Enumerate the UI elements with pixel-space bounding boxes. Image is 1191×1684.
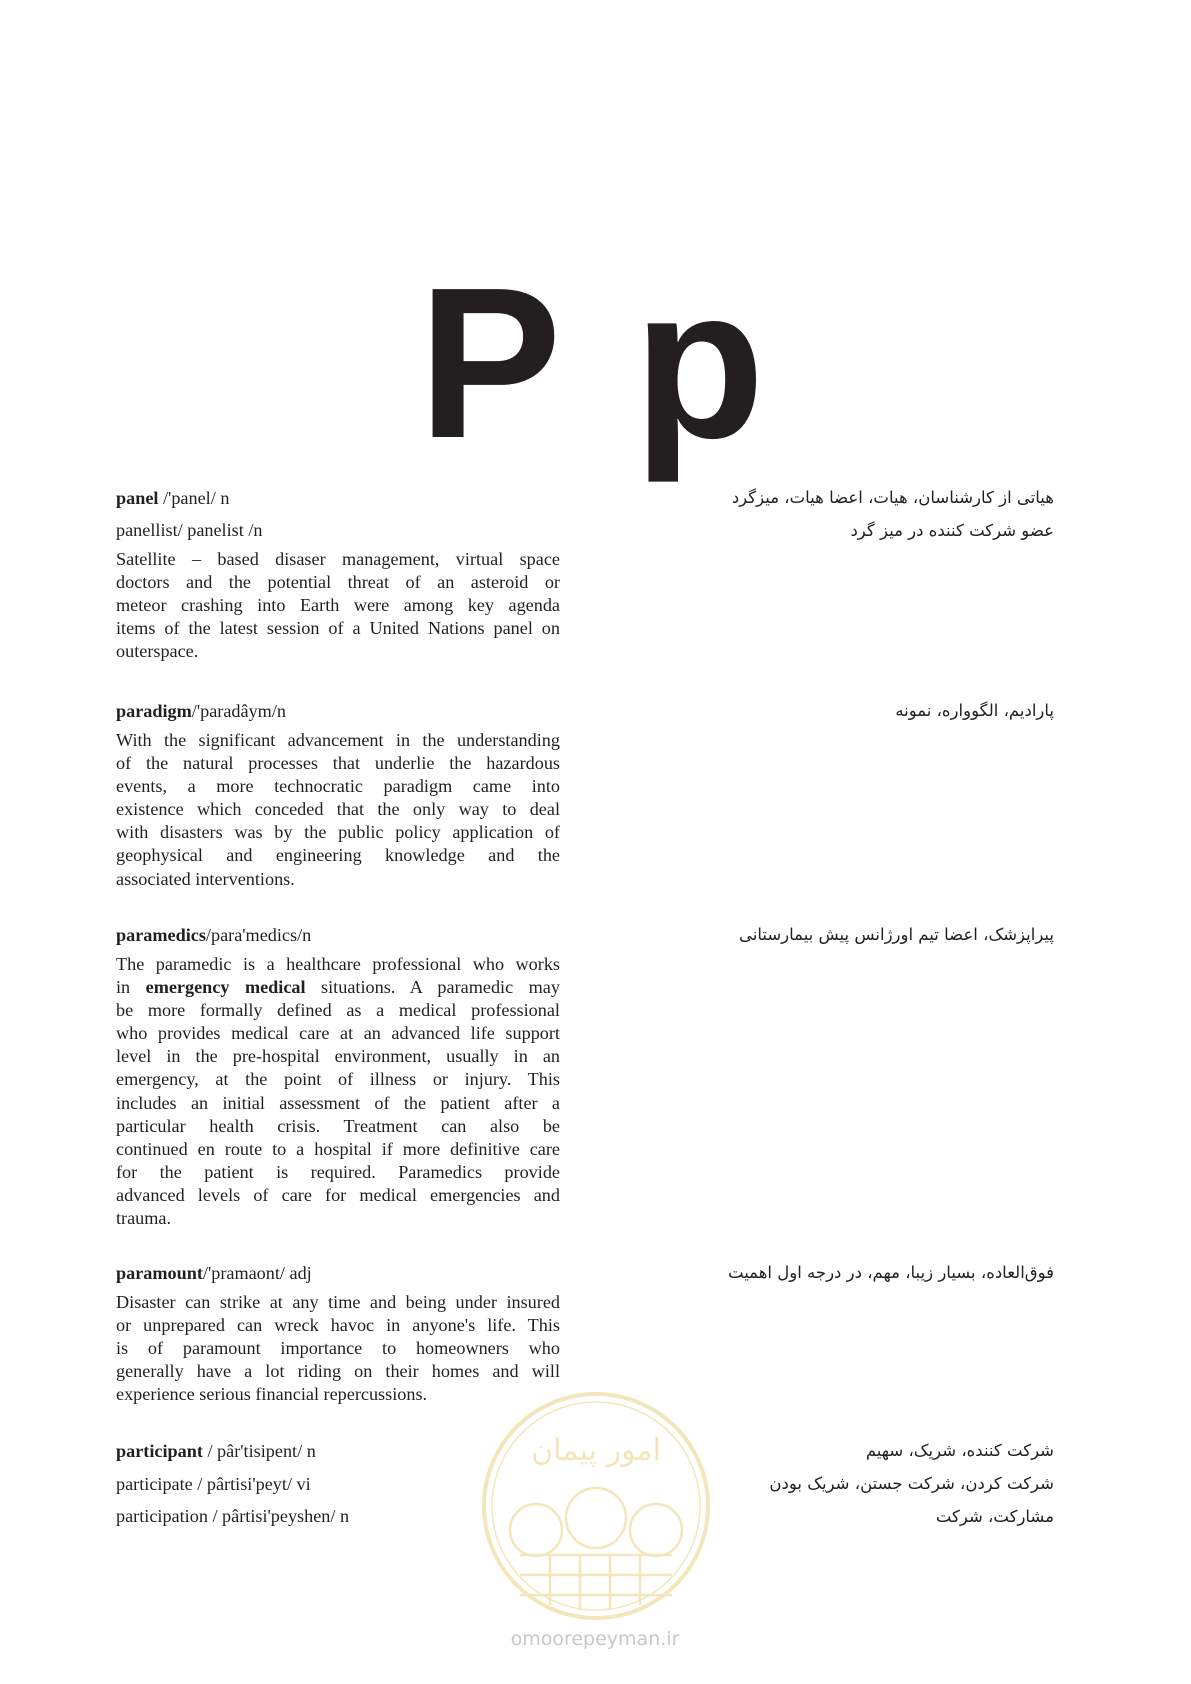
pronunciation: /para'medics/n (205, 925, 312, 945)
example-line: emergency, at the point of illness or injury. This (116, 1069, 560, 1090)
translation-line: پارادیم، الگوواره، نمونه (895, 701, 1054, 720)
example-line: experience serious financial repercussions. (116, 1384, 428, 1405)
derived-word: participation / pârtisi'peyshen/ n (116, 1506, 350, 1526)
section-letter-heading: P p (418, 242, 773, 483)
headword-line (116, 700, 560, 723)
translation-line: عضو شرکت کننده در میز گرد (850, 521, 1054, 540)
example-line: for the patient is required. Paramedics provide (116, 1161, 560, 1182)
headword-line (116, 1262, 560, 1285)
example-line: doctors and the potential threat of an asteroid or (116, 572, 560, 593)
example-line: Disaster can strike at any time and being under insured (116, 1292, 560, 1312)
example-line: with disasters was by the public policy application of (116, 822, 560, 843)
example-line: trauma. (116, 1208, 172, 1229)
example-line (116, 976, 560, 999)
translation-line: هیاتی از کارشناسان، هیات، اعضا هیات، میزگرد (731, 488, 1054, 507)
example-line: of the natural processes that underlie the hazardous (116, 753, 560, 774)
pronunciation: /'panel/ n (158, 488, 230, 508)
translation-line: شرکت کننده، شریک، سهیم (865, 1441, 1054, 1460)
example-line: associated interventions. (116, 868, 295, 889)
example-line: level in the pre-hospital environment, usually in an (116, 1046, 560, 1067)
example-line: events, a more technocratic paradigm came into (116, 776, 560, 797)
example-paragraph (116, 953, 560, 1230)
example-line: meteor crashing into Earth were among key agenda (116, 595, 560, 616)
example-line: advanced levels of care for medical emergencies and (116, 1184, 560, 1205)
example-line: particular health crisis. Treatment can also be (116, 1115, 560, 1136)
example-line: Satellite – based disaser management, virtual space (116, 549, 560, 569)
example-bold-term: emergency medical (145, 977, 306, 998)
translation-line: فوق‌العاده، بسیار زیبا، مهم، در درجه اول اهمیت (728, 1263, 1054, 1282)
translation-paramount (640, 1256, 1054, 1289)
example-paragraph (116, 729, 560, 891)
example-line: who provides medical care at an advanced life support (116, 1023, 560, 1044)
example-line: generally have a lot riding on their homes and will (116, 1361, 560, 1382)
entry-paramount (116, 1262, 560, 1406)
translation-line: شرکت کردن، شرکت جستن، شریک بودن (769, 1474, 1054, 1493)
pronunciation: /'paradâym/n (191, 701, 286, 721)
pronunciation: / pâr'tisipent/ n (202, 1441, 316, 1461)
watermark-site: omoorepeyman.ir (510, 1628, 680, 1650)
pronunciation: /'pramaont/ adj (202, 1263, 312, 1283)
translation-paramedics (640, 918, 1054, 951)
entry-panel (116, 487, 560, 663)
example-line: geophysical and engineering knowledge and the (116, 845, 560, 866)
headword: paramount (116, 1263, 203, 1283)
example-line: includes an initial assessment of the patient after a (116, 1092, 560, 1113)
translation-line: پیراپزشک، اعضا تیم اورژانس پیش بیمارستانی (738, 925, 1054, 944)
example-paragraph (116, 548, 560, 663)
watermark-logo (480, 1390, 712, 1622)
example-line: outerspace. (116, 641, 199, 662)
example-line: The paramedic is a healthcare professional who works (116, 954, 560, 974)
headword: paradigm (116, 701, 192, 721)
entry-paramedics (116, 924, 560, 1230)
example-line: or unprepared can wreck havoc in anyone's life. This (116, 1315, 560, 1336)
example-line: existence which conceded that the only way to deal (116, 799, 560, 820)
example-text: in (116, 977, 146, 998)
example-line: is of paramount importance to homeowners who (116, 1338, 560, 1359)
headword-line (116, 487, 560, 510)
example-line: be more formally defined as a medical professional (116, 1000, 560, 1021)
example-text: situations. A paramedic may (305, 977, 560, 998)
derived-word: panellist/ panelist /n (116, 520, 263, 540)
watermark-logo-text: امور پیمان (531, 1433, 661, 1468)
headword: panel (116, 488, 159, 508)
example-line: continued en route to a hospital if more definitive care (116, 1138, 560, 1159)
translation-line: مشارکت، شرکت (935, 1507, 1054, 1526)
headword: participant (116, 1441, 203, 1461)
headword: paramedics (116, 925, 206, 945)
example-line: items of the latest session of a United Nations panel on (116, 618, 560, 639)
derived-word: participate / pârtisi'peyt/ vi (116, 1473, 311, 1494)
translation-paradigm (640, 694, 1054, 727)
translation-panel (640, 481, 1054, 547)
example-line: With the significant advancement in the understanding (116, 730, 560, 750)
headword-line (116, 924, 560, 947)
entry-paradigm (116, 700, 560, 891)
